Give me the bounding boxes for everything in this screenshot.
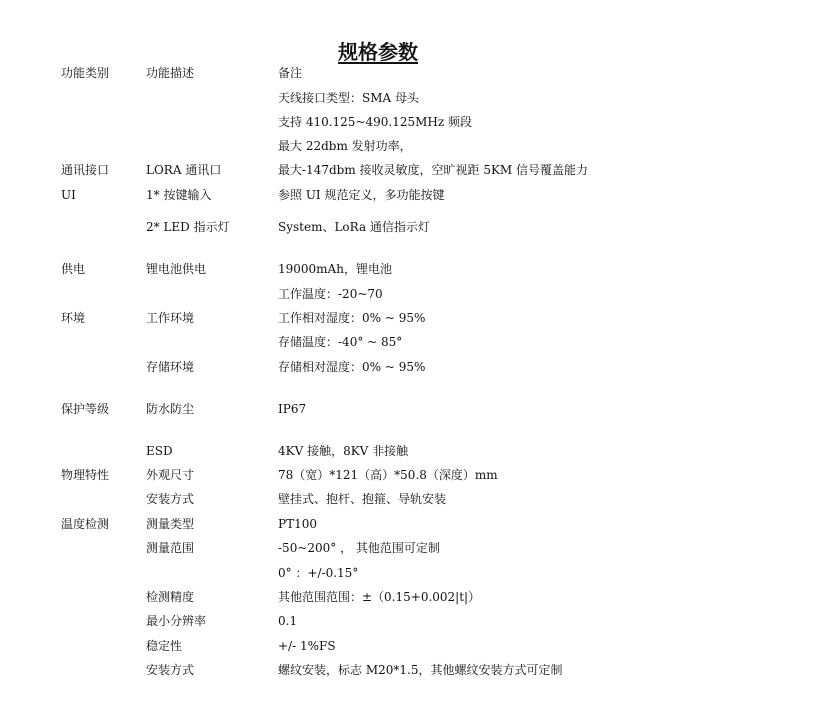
category-cell: 供电 xyxy=(61,262,86,276)
description-cell: 锂电池供电 xyxy=(146,262,207,276)
remark-cell: 壁挂式、抱杆、抱箍、导轨安装 xyxy=(278,492,447,506)
category-cell: 环境 xyxy=(61,311,86,325)
remark-cell: System、LoRa 通信指示灯 xyxy=(278,220,430,234)
category-cell: 通讯接口 xyxy=(61,163,110,177)
description-cell: 防水防尘 xyxy=(146,402,195,416)
table-row xyxy=(0,217,829,237)
remark-cell: 工作相对湿度：0% ~ 95% xyxy=(278,311,426,325)
description-cell: 测量类型 xyxy=(146,517,195,531)
remark-cell: 最大 22dbm 发射功率， xyxy=(278,139,412,153)
category-cell: 温度检测 xyxy=(61,517,110,531)
remark-cell: 4KV 接触，8KV 非接触 xyxy=(278,444,409,458)
table-row xyxy=(0,88,829,108)
description-cell: 测量范围 xyxy=(146,541,195,555)
table-row xyxy=(0,284,829,304)
table-row xyxy=(0,399,829,419)
remark-cell: -50~200° ， 其他范围可定制 xyxy=(278,541,440,555)
description-cell: 安装方式 xyxy=(146,492,195,506)
description-cell: 稳定性 xyxy=(146,639,183,653)
remark-cell: 支持 410.125~490.125MHz 频段 xyxy=(278,115,473,129)
remark-cell: 存储温度：-40° ~ 85° xyxy=(278,335,403,349)
remark-cell: 0.1 xyxy=(278,614,298,628)
category-cell: 保护等级 xyxy=(61,402,110,416)
remark-cell: 0° ：+/-0.15° xyxy=(278,566,359,580)
remark-cell: 工作温度：-20~70 xyxy=(278,287,383,301)
description-cell: 2* LED 指示灯 xyxy=(146,220,230,234)
description-cell: ESD xyxy=(146,444,173,458)
table-row xyxy=(0,259,829,279)
table-row xyxy=(0,465,829,485)
remark-cell: +/- 1%FS xyxy=(278,639,336,653)
table-row xyxy=(0,611,829,631)
description-cell: LORA 通讯口 xyxy=(146,163,222,177)
table-row xyxy=(0,489,829,509)
remark-cell: 最大-147dbm 接收灵敏度，空旷视距 5KM 信号覆盖能力 xyxy=(278,163,589,177)
remark-cell: 其他范围范围：±（0.15+0.002|t|） xyxy=(278,590,481,604)
category-cell: UI xyxy=(61,188,76,202)
remark-cell: PT100 xyxy=(278,517,317,531)
table-row xyxy=(0,357,829,377)
table-row xyxy=(0,587,829,607)
table-row xyxy=(0,136,829,156)
table-row xyxy=(0,63,829,83)
table-row xyxy=(0,636,829,656)
table-row xyxy=(0,160,829,180)
table-row xyxy=(0,332,829,352)
remark-cell: IP67 xyxy=(278,402,307,416)
table-row xyxy=(0,538,829,558)
description-cell: 外观尺寸 xyxy=(146,468,195,482)
description-cell: 1* 按键输入 xyxy=(146,188,212,202)
remark-cell: 19000mAh，锂电池 xyxy=(278,262,392,276)
table-row xyxy=(0,660,829,680)
description-cell: 工作环境 xyxy=(146,311,195,325)
description-cell: 存储环境 xyxy=(146,360,195,374)
table-row xyxy=(0,185,829,205)
description-cell: 检测精度 xyxy=(146,590,195,604)
remark-cell: 存储相对湿度：0% ~ 95% xyxy=(278,360,426,374)
remark-cell: 备注 xyxy=(278,66,303,80)
remark-cell: 天线接口类型：SMA 母头 xyxy=(278,91,419,105)
table-row xyxy=(0,112,829,132)
category-cell: 功能类别 xyxy=(61,66,110,80)
description-cell: 安装方式 xyxy=(146,663,195,677)
table-row xyxy=(0,308,829,328)
remark-cell: 参照 UI 规范定义，多功能按键 xyxy=(278,188,445,202)
remark-cell: 螺纹安装，标志 M20*1.5，其他螺纹安装方式可定制 xyxy=(278,663,563,677)
page-title: 规格参数 xyxy=(338,40,418,64)
table-row xyxy=(0,441,829,461)
remark-cell: 78（宽）*121（高）*50.8（深度）mm xyxy=(278,468,498,482)
category-cell: 物理特性 xyxy=(61,468,110,482)
table-row xyxy=(0,563,829,583)
table-row xyxy=(0,514,829,534)
description-cell: 功能描述 xyxy=(146,66,195,80)
description-cell: 最小分辨率 xyxy=(146,614,207,628)
